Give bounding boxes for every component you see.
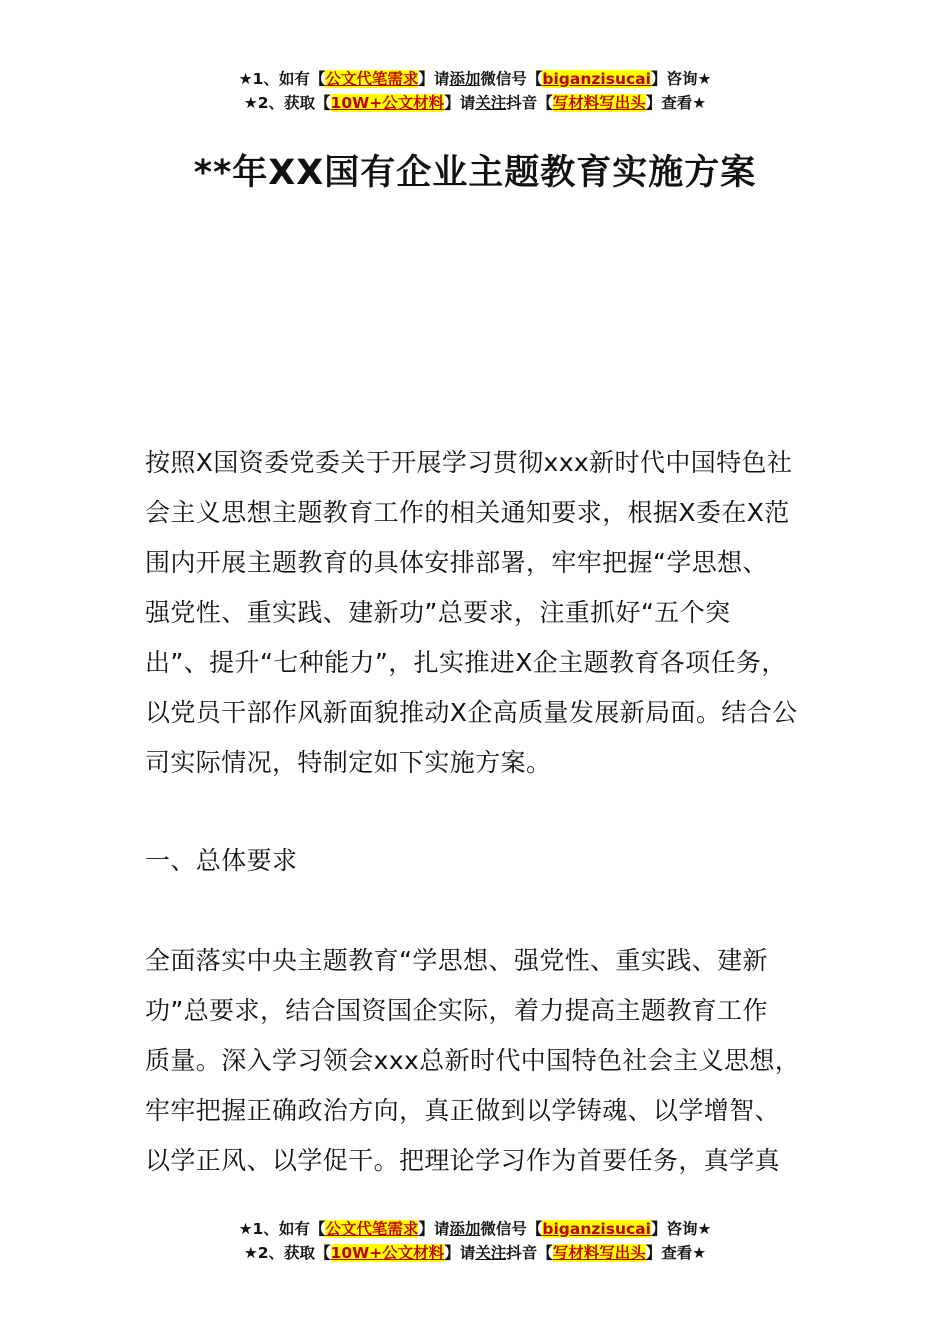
section-paragraph	[145, 936, 833, 1186]
promo-line-1	[0, 67, 950, 91]
promo-highlight: 公文代笔需求	[325, 70, 419, 88]
paragraph-line: 围内开展主题教育的具体安排部署，牢牢把握“学思想、	[145, 548, 768, 577]
promo-text: 】咨询★	[650, 70, 712, 88]
promo-text: ★2、获取【	[243, 1244, 331, 1262]
promo-text: 抖音【	[506, 94, 553, 112]
section-heading: 一、总体要求	[145, 846, 298, 875]
paragraph-line: 司实际情况，特制定如下实施方案。	[145, 748, 552, 777]
promo-emphasis: 关注	[475, 94, 507, 112]
paragraph-line: 会主义思想主题教育工作的相关通知要求，根据X委在X范	[145, 498, 790, 527]
promo-emphasis: 添加	[449, 1220, 481, 1238]
promo-text: 】咨询★	[650, 1220, 712, 1238]
paragraph-line: 以学正风、以学促干。把理论学习作为首要任务，真学真	[145, 1146, 781, 1175]
promo-highlight: 写材料写出头	[552, 1244, 646, 1262]
document-title: **年XX国有企业主题教育实施方案	[193, 153, 757, 193]
paragraph-line: 全面落实中央主题教育“学思想、强党性、重实践、建新	[145, 946, 768, 975]
promo-text: ★2、获取【	[243, 94, 331, 112]
promo-text: 】请	[418, 70, 450, 88]
promo-text: 】请	[444, 1244, 476, 1262]
promo-highlight: biganzisucai	[542, 70, 651, 88]
promo-text: 】请	[444, 94, 476, 112]
paragraph-line: 牢牢把握正确政治方向，真正做到以学铸魂、以学增智、	[145, 1096, 781, 1125]
promo-line-1	[0, 1217, 950, 1241]
promo-text: 】查看★	[645, 1244, 707, 1262]
header-promo-banner	[0, 67, 950, 115]
promo-highlight: 公文代笔需求	[325, 1220, 419, 1238]
promo-highlight: 10W+公文材料	[330, 94, 445, 112]
promo-highlight: 写材料写出头	[552, 94, 646, 112]
promo-highlight: biganzisucai	[542, 1220, 651, 1238]
promo-text: 抖音【	[506, 1244, 553, 1262]
paragraph-line: 功”总要求，结合国资国企实际，着力提高主题教育工作	[145, 996, 768, 1025]
paragraph-line: 强党性、重实践、建新功”总要求，注重抓好“五个突	[145, 598, 731, 627]
promo-text: ★1、如有【	[238, 1220, 326, 1238]
footer-promo-banner	[0, 1217, 950, 1265]
promo-text: ★1、如有【	[238, 70, 326, 88]
paragraph-line: 按照X国资委党委关于开展学习贯彻xxx新时代中国特色社	[145, 448, 793, 477]
paragraph-line: 以党员干部作风新面貌推动X企高质量发展新局面。结合公	[145, 698, 798, 727]
intro-paragraph	[145, 438, 833, 788]
promo-line-2	[0, 91, 950, 115]
paragraph-line: 出”、提升“七种能力”，扎实推进X企主题教育各项任务，	[145, 648, 787, 677]
promo-text: 】查看★	[645, 94, 707, 112]
promo-emphasis: 关注	[475, 1244, 507, 1262]
promo-text: 微信号【	[480, 1220, 543, 1238]
paragraph-line: 质量。深入学习领会xxx总新时代中国特色社会主义思想，	[145, 1046, 801, 1075]
promo-text: 】请	[418, 1220, 450, 1238]
promo-highlight: 10W+公文材料	[330, 1244, 445, 1262]
promo-text: 微信号【	[480, 70, 543, 88]
promo-line-2	[0, 1241, 950, 1265]
promo-emphasis: 添加	[449, 70, 481, 88]
